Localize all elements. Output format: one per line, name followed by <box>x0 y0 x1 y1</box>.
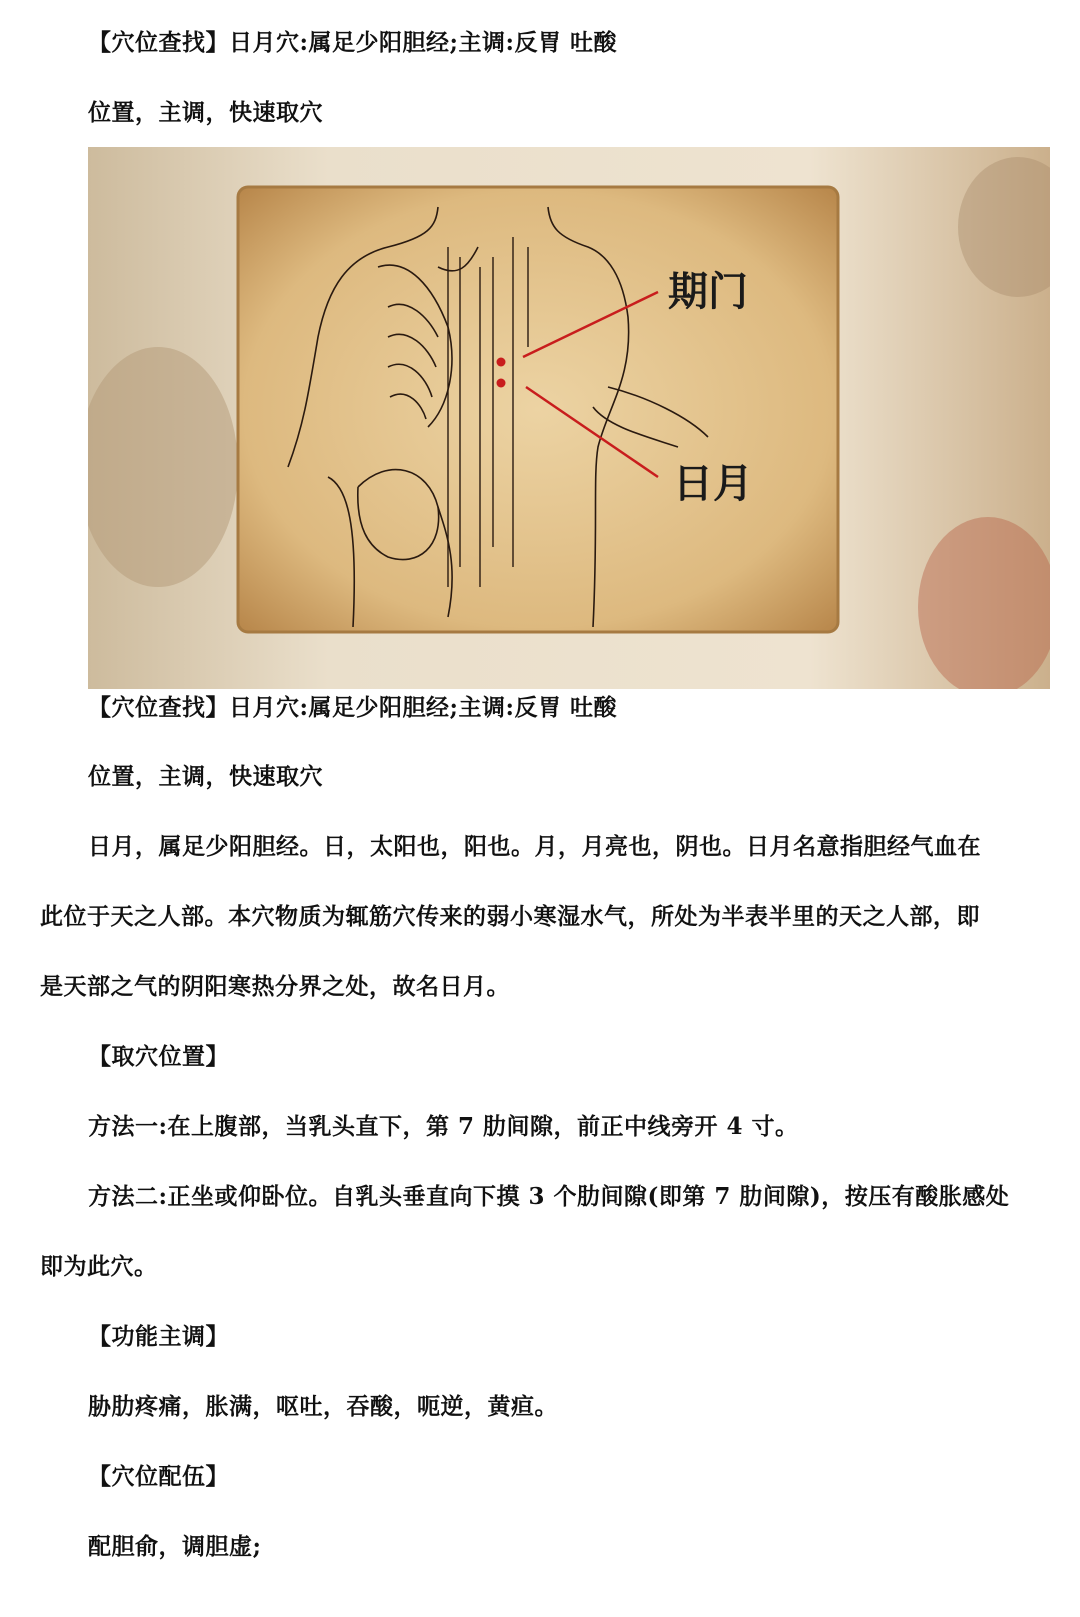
repeat-subtitle: 位置，主调，快速取穴 <box>88 763 323 790</box>
parchment <box>238 187 838 632</box>
label-qimen: 期门 <box>668 269 748 315</box>
acupoint-dot-qimen <box>497 358 506 367</box>
location-heading: 【取穴位置】 <box>88 1043 229 1070</box>
intro-line-3: 是天部之气的阴阳寒热分界之处，故名日月。 <box>40 973 510 1000</box>
location-method-2-line-2: 即为此穴。 <box>40 1253 158 1280</box>
function-text: 胁肋疼痛，胀满，呕吐，吞酸，呃逆，黄疸。 <box>88 1393 558 1420</box>
acupoint-figure <box>88 147 1050 689</box>
repeat-title: 【穴位查找】日月穴:属足少阳胆经;主调:反胃 吐酸 <box>88 694 617 721</box>
acupoint-dot-riyue <box>497 379 506 388</box>
pairing-heading: 【穴位配伍】 <box>88 1463 229 1490</box>
page-subtitle: 位置，主调，快速取穴 <box>88 99 323 126</box>
location-method-2-line-1: 方法二:正坐或仰卧位。自乳头垂直向下摸 3 个肋间隙(即第 7 肋间隙)，按压有酸胀感处 <box>88 1183 1010 1210</box>
label-riyue: 日月 <box>673 461 753 507</box>
intro-line-2: 此位于天之人部。本穴物质为辄筋穴传来的弱小寒湿水气，所处为半表半里的天之人部，即 <box>40 903 980 930</box>
intro-line-1: 日月，属足少阳胆经。日，太阳也，阳也。月，月亮也，阴也。日月名意指胆经气血在 <box>88 833 981 860</box>
location-method-1: 方法一:在上腹部，当乳头直下，第 7 肋间隙，前正中线旁开 4 寸。 <box>88 1113 799 1140</box>
function-heading: 【功能主调】 <box>88 1323 229 1350</box>
pairing-text: 配胆俞，调胆虚; <box>88 1533 262 1560</box>
acupoint-figure-svg <box>88 147 1050 689</box>
page-title: 【穴位查找】日月穴:属足少阳胆经;主调:反胃 吐酸 <box>88 29 617 56</box>
